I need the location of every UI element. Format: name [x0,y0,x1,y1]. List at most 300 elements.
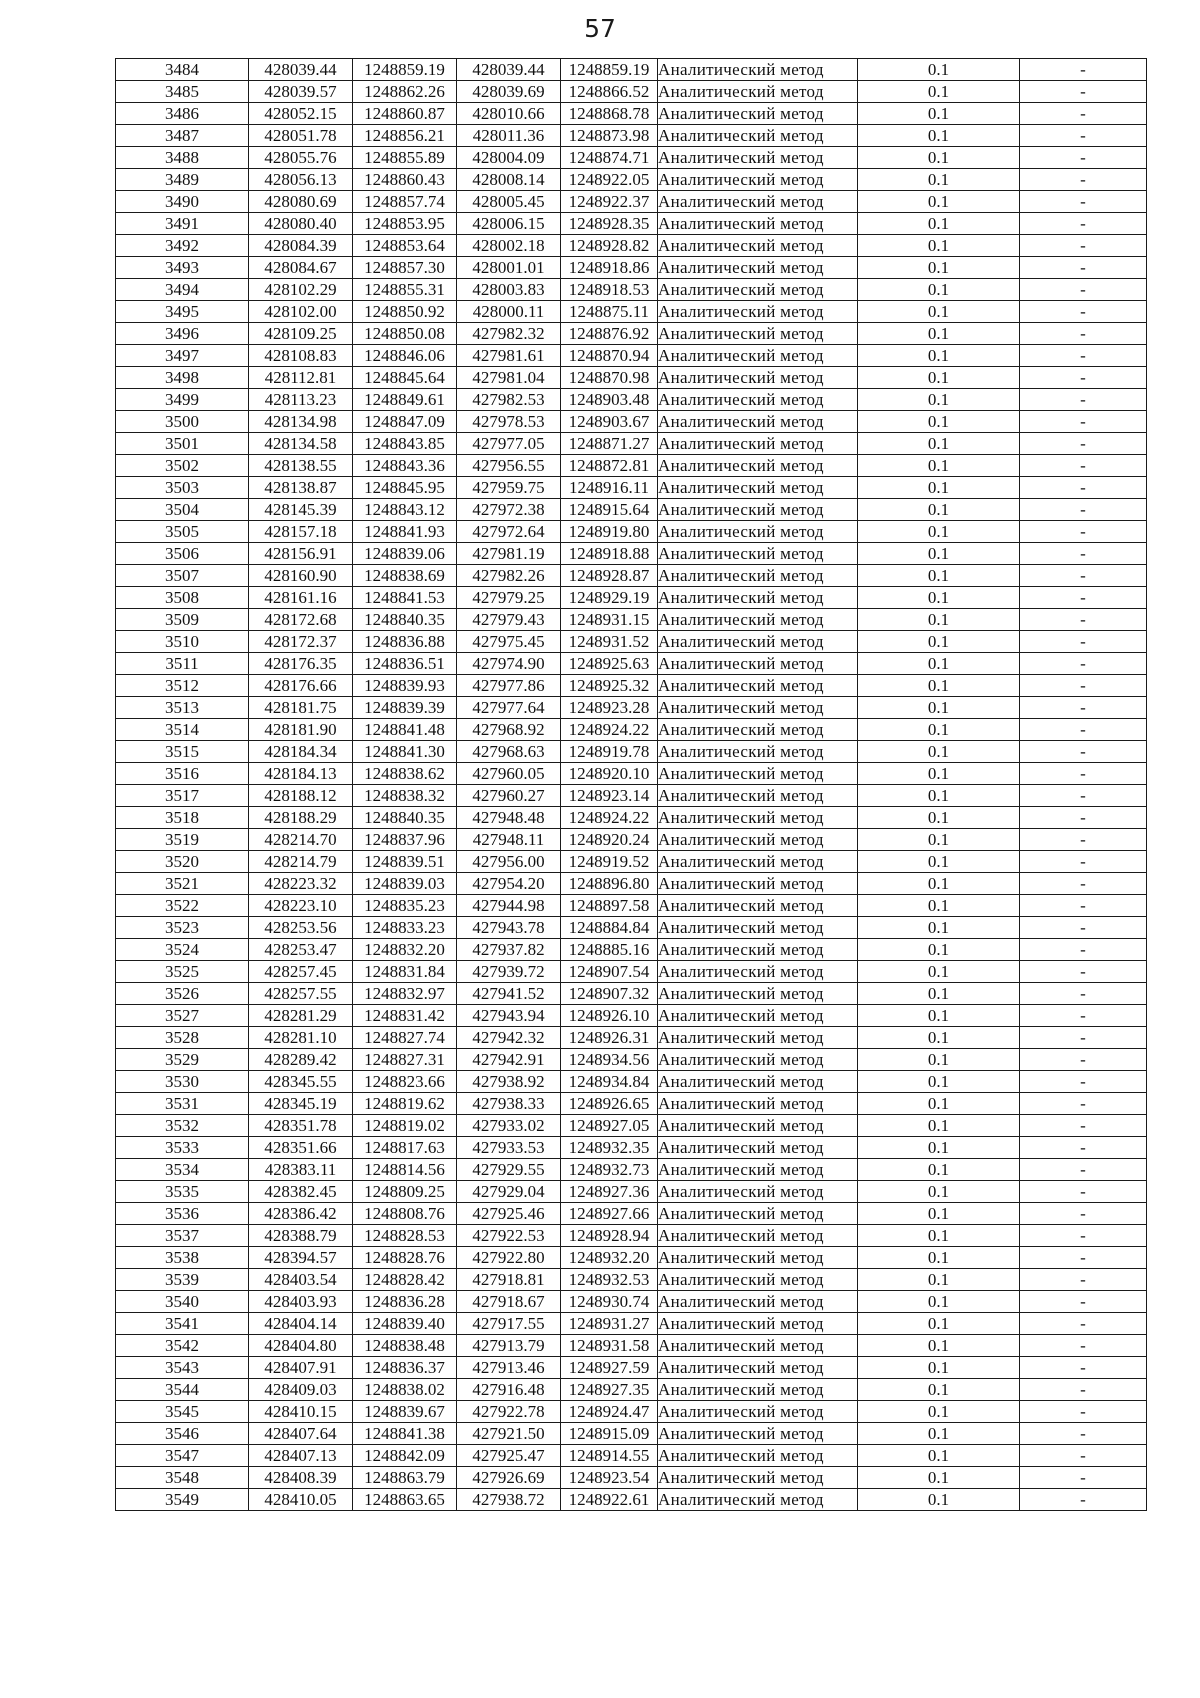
cell-accuracy: 0.1 [858,1093,1020,1115]
cell-point-number: 3526 [116,983,249,1005]
table-row [116,1225,1147,1247]
cell-y-old: 1248839.51 [353,851,457,873]
cell-accuracy: 0.1 [858,961,1020,983]
cell-y-old: 1248837.96 [353,829,457,851]
table-row [116,873,1147,895]
cell-note: - [1020,1313,1147,1335]
cell-accuracy: 0.1 [858,1181,1020,1203]
cell-y-old: 1248857.30 [353,257,457,279]
cell-x-new: 427922.78 [457,1401,561,1423]
cell-x-old: 428172.68 [249,609,353,631]
cell-x-new: 427974.90 [457,653,561,675]
cell-method: Аналитический метод [658,59,858,81]
cell-point-number: 3496 [116,323,249,345]
table-row [116,1379,1147,1401]
cell-note: - [1020,1005,1147,1027]
page-number: 57 [584,14,616,43]
cell-method: Аналитический метод [658,961,858,983]
cell-method: Аналитический метод [658,125,858,147]
cell-x-old: 428289.42 [249,1049,353,1071]
cell-y-old: 1248843.85 [353,433,457,455]
cell-y-old: 1248839.93 [353,675,457,697]
cell-y-old: 1248849.61 [353,389,457,411]
cell-y-new: 1248868.78 [561,103,658,125]
cell-x-new: 427982.32 [457,323,561,345]
cell-x-new: 427975.45 [457,631,561,653]
cell-accuracy: 0.1 [858,1203,1020,1225]
cell-method: Аналитический метод [658,323,858,345]
cell-point-number: 3506 [116,543,249,565]
cell-note: - [1020,477,1147,499]
cell-x-new: 427972.64 [457,521,561,543]
cell-method: Аналитический метод [658,1093,858,1115]
cell-note: - [1020,1335,1147,1357]
cell-accuracy: 0.1 [858,323,1020,345]
cell-x-new: 427959.75 [457,477,561,499]
cell-y-new: 1248927.36 [561,1181,658,1203]
cell-x-new: 427943.94 [457,1005,561,1027]
cell-x-old: 428113.23 [249,389,353,411]
table-row [116,565,1147,587]
cell-method: Аналитический метод [658,1137,858,1159]
cell-point-number: 3544 [116,1379,249,1401]
cell-y-old: 1248839.06 [353,543,457,565]
cell-x-old: 428176.35 [249,653,353,675]
table-row [116,147,1147,169]
cell-method: Аналитический метод [658,455,858,477]
cell-method: Аналитический метод [658,851,858,873]
cell-note: - [1020,411,1147,433]
cell-x-new: 427943.78 [457,917,561,939]
cell-y-new: 1248932.53 [561,1269,658,1291]
cell-y-new: 1248928.82 [561,235,658,257]
cell-x-old: 428253.47 [249,939,353,961]
cell-y-old: 1248843.36 [353,455,457,477]
table-row [116,1401,1147,1423]
table-row [116,1093,1147,1115]
cell-x-new: 427942.91 [457,1049,561,1071]
cell-x-new: 427948.48 [457,807,561,829]
cell-x-old: 428383.11 [249,1159,353,1181]
cell-accuracy: 0.1 [858,1423,1020,1445]
cell-point-number: 3518 [116,807,249,829]
cell-point-number: 3529 [116,1049,249,1071]
table-row [116,59,1147,81]
cell-y-new: 1248859.19 [561,59,658,81]
cell-accuracy: 0.1 [858,719,1020,741]
cell-x-new: 427918.81 [457,1269,561,1291]
cell-x-new: 427968.92 [457,719,561,741]
table-row [116,213,1147,235]
cell-point-number: 3522 [116,895,249,917]
cell-point-number: 3497 [116,345,249,367]
cell-point-number: 3532 [116,1115,249,1137]
cell-accuracy: 0.1 [858,873,1020,895]
table-row [116,741,1147,763]
cell-point-number: 3508 [116,587,249,609]
cell-note: - [1020,587,1147,609]
cell-point-number: 3546 [116,1423,249,1445]
cell-x-old: 428351.66 [249,1137,353,1159]
cell-y-new: 1248885.16 [561,939,658,961]
table-row [116,1357,1147,1379]
cell-accuracy: 0.1 [858,543,1020,565]
cell-point-number: 3523 [116,917,249,939]
cell-point-number: 3503 [116,477,249,499]
cell-note: - [1020,213,1147,235]
cell-point-number: 3499 [116,389,249,411]
cell-x-old: 428409.03 [249,1379,353,1401]
cell-y-old: 1248855.31 [353,279,457,301]
cell-x-old: 428184.34 [249,741,353,763]
cell-point-number: 3519 [116,829,249,851]
cell-y-new: 1248930.74 [561,1291,658,1313]
cell-note: - [1020,1379,1147,1401]
cell-y-old: 1248841.48 [353,719,457,741]
cell-y-old: 1248817.63 [353,1137,457,1159]
cell-x-new: 427939.72 [457,961,561,983]
cell-accuracy: 0.1 [858,1049,1020,1071]
cell-y-old: 1248827.74 [353,1027,457,1049]
cell-x-new: 427917.55 [457,1313,561,1335]
cell-y-new: 1248928.87 [561,565,658,587]
cell-y-new: 1248871.27 [561,433,658,455]
cell-x-new: 427921.50 [457,1423,561,1445]
cell-note: - [1020,81,1147,103]
cell-accuracy: 0.1 [858,1357,1020,1379]
cell-y-old: 1248842.09 [353,1445,457,1467]
cell-x-old: 428176.66 [249,675,353,697]
cell-point-number: 3507 [116,565,249,587]
cell-y-old: 1248840.35 [353,807,457,829]
cell-x-old: 428407.64 [249,1423,353,1445]
cell-x-old: 428138.55 [249,455,353,477]
cell-method: Аналитический метод [658,1357,858,1379]
cell-note: - [1020,829,1147,851]
cell-y-new: 1248924.47 [561,1401,658,1423]
cell-x-old: 428109.25 [249,323,353,345]
cell-method: Аналитический метод [658,719,858,741]
cell-x-old: 428407.13 [249,1445,353,1467]
cell-method: Аналитический метод [658,235,858,257]
cell-x-new: 428011.36 [457,125,561,147]
cell-y-new: 1248915.09 [561,1423,658,1445]
cell-x-old: 428039.57 [249,81,353,103]
cell-y-new: 1248870.98 [561,367,658,389]
cell-accuracy: 0.1 [858,675,1020,697]
cell-y-old: 1248839.40 [353,1313,457,1335]
cell-method: Аналитический метод [658,1027,858,1049]
cell-accuracy: 0.1 [858,1489,1020,1511]
table-row [116,345,1147,367]
cell-y-new: 1248918.53 [561,279,658,301]
cell-method: Аналитический метод [658,1445,858,1467]
cell-method: Аналитический метод [658,191,858,213]
cell-x-new: 427977.05 [457,433,561,455]
cell-point-number: 3540 [116,1291,249,1313]
cell-x-new: 427925.47 [457,1445,561,1467]
cell-accuracy: 0.1 [858,433,1020,455]
cell-note: - [1020,257,1147,279]
cell-x-old: 428388.79 [249,1225,353,1247]
cell-accuracy: 0.1 [858,521,1020,543]
cell-y-old: 1248833.23 [353,917,457,939]
cell-y-new: 1248925.32 [561,675,658,697]
cell-x-new: 427929.04 [457,1181,561,1203]
table-row [116,961,1147,983]
cell-x-new: 428006.15 [457,213,561,235]
cell-accuracy: 0.1 [858,785,1020,807]
table-row [116,81,1147,103]
table-row [116,1423,1147,1445]
cell-x-old: 428080.69 [249,191,353,213]
cell-method: Аналитический метод [658,301,858,323]
cell-x-new: 428039.44 [457,59,561,81]
cell-note: - [1020,1115,1147,1137]
table-row [116,785,1147,807]
cell-y-old: 1248859.19 [353,59,457,81]
cell-note: - [1020,103,1147,125]
cell-y-old: 1248847.09 [353,411,457,433]
cell-point-number: 3493 [116,257,249,279]
cell-y-old: 1248857.74 [353,191,457,213]
cell-note: - [1020,719,1147,741]
cell-note: - [1020,59,1147,81]
cell-accuracy: 0.1 [858,1269,1020,1291]
cell-point-number: 3495 [116,301,249,323]
cell-x-new: 428004.09 [457,147,561,169]
cell-note: - [1020,675,1147,697]
cell-note: - [1020,191,1147,213]
table-row [116,235,1147,257]
cell-x-old: 428134.98 [249,411,353,433]
cell-point-number: 3512 [116,675,249,697]
cell-accuracy: 0.1 [858,125,1020,147]
cell-x-new: 427979.25 [457,587,561,609]
table-row [116,763,1147,785]
cell-accuracy: 0.1 [858,917,1020,939]
cell-point-number: 3513 [116,697,249,719]
cell-point-number: 3510 [116,631,249,653]
cell-x-old: 428138.87 [249,477,353,499]
cell-accuracy: 0.1 [858,191,1020,213]
cell-point-number: 3547 [116,1445,249,1467]
cell-point-number: 3501 [116,433,249,455]
cell-y-old: 1248831.42 [353,1005,457,1027]
cell-x-new: 427948.11 [457,829,561,851]
cell-y-new: 1248931.58 [561,1335,658,1357]
cell-x-old: 428408.39 [249,1467,353,1489]
cell-x-old: 428188.29 [249,807,353,829]
cell-note: - [1020,1489,1147,1511]
cell-x-old: 428382.45 [249,1181,353,1203]
table-row [116,895,1147,917]
cell-method: Аналитический метод [658,411,858,433]
table-row [116,125,1147,147]
cell-y-new: 1248927.59 [561,1357,658,1379]
cell-point-number: 3524 [116,939,249,961]
cell-x-old: 428404.80 [249,1335,353,1357]
table-row [116,1313,1147,1335]
cell-x-new: 427978.53 [457,411,561,433]
cell-point-number: 3484 [116,59,249,81]
table-row [116,1005,1147,1027]
cell-accuracy: 0.1 [858,301,1020,323]
cell-note: - [1020,499,1147,521]
cell-y-old: 1248838.69 [353,565,457,587]
cell-method: Аналитический метод [658,433,858,455]
cell-y-new: 1248870.94 [561,345,658,367]
cell-x-new: 428005.45 [457,191,561,213]
cell-x-old: 428134.58 [249,433,353,455]
cell-y-old: 1248841.53 [353,587,457,609]
cell-method: Аналитический метод [658,81,858,103]
table-row [116,1269,1147,1291]
cell-x-old: 428281.29 [249,1005,353,1027]
cell-method: Аналитический метод [658,477,858,499]
cell-point-number: 3533 [116,1137,249,1159]
cell-accuracy: 0.1 [858,895,1020,917]
cell-note: - [1020,1291,1147,1313]
cell-accuracy: 0.1 [858,411,1020,433]
cell-point-number: 3502 [116,455,249,477]
cell-accuracy: 0.1 [858,257,1020,279]
cell-x-new: 427918.67 [457,1291,561,1313]
cell-y-old: 1248839.03 [353,873,457,895]
cell-y-new: 1248929.19 [561,587,658,609]
cell-method: Аналитический метод [658,609,858,631]
cell-x-old: 428351.78 [249,1115,353,1137]
cell-note: - [1020,1269,1147,1291]
cell-note: - [1020,631,1147,653]
cell-point-number: 3498 [116,367,249,389]
cell-x-new: 427922.80 [457,1247,561,1269]
cell-note: - [1020,895,1147,917]
cell-y-new: 1248922.05 [561,169,658,191]
cell-y-new: 1248928.94 [561,1225,658,1247]
cell-x-new: 428008.14 [457,169,561,191]
cell-point-number: 3543 [116,1357,249,1379]
cell-method: Аналитический метод [658,389,858,411]
table-row [116,1247,1147,1269]
cell-y-old: 1248863.65 [353,1489,457,1511]
cell-x-new: 427972.38 [457,499,561,521]
cell-x-old: 428039.44 [249,59,353,81]
cell-point-number: 3521 [116,873,249,895]
cell-method: Аналитический метод [658,565,858,587]
cell-accuracy: 0.1 [858,345,1020,367]
cell-y-new: 1248918.88 [561,543,658,565]
table-row [116,433,1147,455]
table-row [116,631,1147,653]
cell-y-old: 1248838.02 [353,1379,457,1401]
table-row [116,1445,1147,1467]
cell-accuracy: 0.1 [858,213,1020,235]
cell-y-old: 1248839.39 [353,697,457,719]
cell-accuracy: 0.1 [858,1225,1020,1247]
cell-accuracy: 0.1 [858,389,1020,411]
cell-y-new: 1248918.86 [561,257,658,279]
cell-x-new: 427933.02 [457,1115,561,1137]
cell-accuracy: 0.1 [858,235,1020,257]
cell-note: - [1020,1203,1147,1225]
cell-y-new: 1248875.11 [561,301,658,323]
cell-y-new: 1248931.52 [561,631,658,653]
cell-accuracy: 0.1 [858,1313,1020,1335]
cell-method: Аналитический метод [658,1247,858,1269]
cell-x-new: 427922.53 [457,1225,561,1247]
cell-accuracy: 0.1 [858,1071,1020,1093]
cell-method: Аналитический метод [658,983,858,1005]
cell-y-new: 1248927.35 [561,1379,658,1401]
cell-x-old: 428145.39 [249,499,353,521]
cell-x-new: 427941.52 [457,983,561,1005]
cell-accuracy: 0.1 [858,1335,1020,1357]
cell-accuracy: 0.1 [858,829,1020,851]
cell-y-old: 1248841.30 [353,741,457,763]
cell-y-old: 1248845.95 [353,477,457,499]
table-row [116,455,1147,477]
table-row [116,301,1147,323]
cell-method: Аналитический метод [658,1071,858,1093]
cell-accuracy: 0.1 [858,763,1020,785]
cell-y-old: 1248838.62 [353,763,457,785]
cell-method: Аналитический метод [658,1467,858,1489]
cell-method: Аналитический метод [658,213,858,235]
cell-accuracy: 0.1 [858,1379,1020,1401]
cell-note: - [1020,543,1147,565]
cell-method: Аналитический метод [658,1225,858,1247]
cell-x-old: 428161.16 [249,587,353,609]
cell-y-new: 1248872.81 [561,455,658,477]
table-row [116,1137,1147,1159]
cell-y-old: 1248836.51 [353,653,457,675]
cell-x-old: 428345.55 [249,1071,353,1093]
cell-y-new: 1248924.22 [561,807,658,829]
cell-x-new: 427956.00 [457,851,561,873]
cell-accuracy: 0.1 [858,279,1020,301]
table-row [116,1203,1147,1225]
cell-y-old: 1248814.56 [353,1159,457,1181]
cell-x-old: 428281.10 [249,1027,353,1049]
cell-y-new: 1248928.35 [561,213,658,235]
cell-accuracy: 0.1 [858,1467,1020,1489]
cell-y-new: 1248922.37 [561,191,658,213]
cell-point-number: 3525 [116,961,249,983]
table-row [116,807,1147,829]
cell-note: - [1020,961,1147,983]
cell-method: Аналитический метод [658,1115,858,1137]
cell-point-number: 3514 [116,719,249,741]
cell-x-old: 428223.32 [249,873,353,895]
cell-accuracy: 0.1 [858,477,1020,499]
cell-x-old: 428181.90 [249,719,353,741]
cell-point-number: 3489 [116,169,249,191]
cell-y-new: 1248920.24 [561,829,658,851]
cell-y-new: 1248926.10 [561,1005,658,1027]
cell-note: - [1020,1137,1147,1159]
cell-y-old: 1248841.93 [353,521,457,543]
cell-x-old: 428214.70 [249,829,353,851]
cell-accuracy: 0.1 [858,81,1020,103]
cell-y-old: 1248860.43 [353,169,457,191]
cell-accuracy: 0.1 [858,1005,1020,1027]
cell-x-old: 428403.93 [249,1291,353,1313]
cell-x-new: 427979.43 [457,609,561,631]
cell-y-new: 1248903.48 [561,389,658,411]
cell-method: Аналитический метод [658,543,858,565]
cell-y-new: 1248932.73 [561,1159,658,1181]
